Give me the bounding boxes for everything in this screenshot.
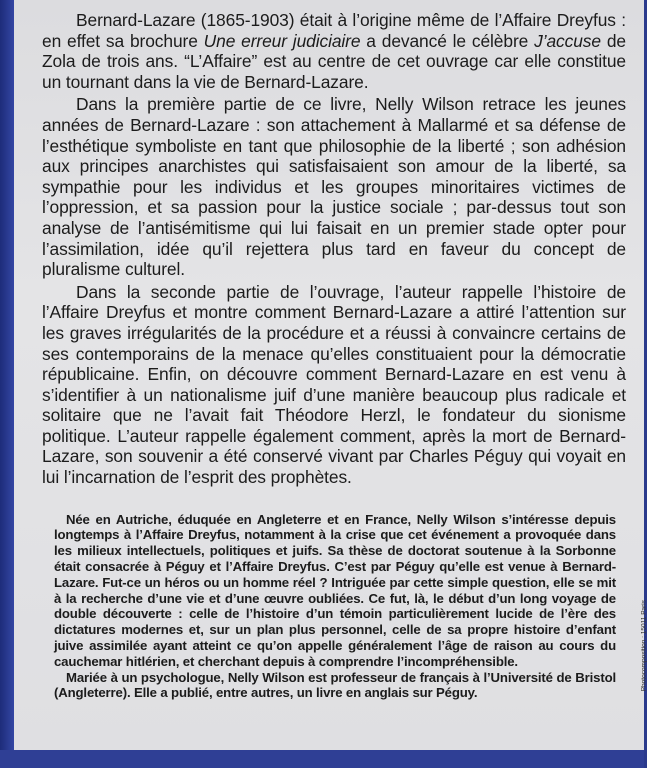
summary-paragraph-3: Dans la seconde partie de l’ouvrage, l’auteur rappelle l’histoire de l’Affaire Dreyfus et montre comment Bernard-Lazare a attiré l’attention sur les graves irrégularités de la procédure et a réussi à convaincre certains de ses contemporains de la menace qu’elles constituaient pour la démocratie républicaine. Enfin, on découvre comment Bernard-Lazare en est venu à s’identifier à un nationalisme juif d’une manière beaucoup plus radicale et solitaire que ne l’avait fait Théodore Herzl, le fondateur du sionisme politique. L’auteur rappelle également comment, après la mort de Bernard-Lazare, son souvenir a été conservé vivant par Charles Péguy qui voyait en lui l’incarnation de l’esprit des prophètes. bbox=[42, 281, 626, 488]
book-title: Une erreur judiciaire bbox=[203, 30, 361, 51]
blue-cover-edge-left bbox=[0, 0, 14, 768]
author-biography bbox=[42, 512, 626, 702]
summary-paragraph-1 bbox=[42, 10, 626, 92]
text-segment: Bernard-Lazare (1865-1903) était à l’origine même de l’Affaire Dreyfus : en effet sa brochure bbox=[42, 10, 626, 51]
biography-paragraph-1: Née en Autriche, éduquée en Angleterre et en France, Nelly Wilson s’intéresse depuis longtemps à l’Affaire Dreyfus, notamment à la crise que cet événement a provoquée dans les milieux intellectuels, politiques et juifs. Sa thèse de doctorat soutenue à la Sorbonne était consacrée à Péguy et l’Affaire Dreyfus. C’est par Péguy qu’elle est venue à Bernard-Lazare. Fut-ce un héros ou un homme réel ? Intriguée par cette simple question, elle se mit à la recherche d’une vie et d’une œuvre oubliées. Ce fut, là, le début d’un long voyage de double découverte : celle de l’histoire d’un témoin particulièrement lucide de l’ère des dictatures modernes et, sur un plan plus personnel, celle de sa propre histoire d’enfant juive assimilée ayant atteint ce qu’on appelle généralement l’âge de raison au cours du cauchemar hitlérien, et cherchant depuis à comprendre l’incompréhensible. bbox=[54, 511, 616, 669]
printer-credit: Photocomposition : 15011 Paris bbox=[640, 600, 647, 692]
text-segment: de Zola de trois ans. “L’Affaire” est au centre de cet ouvrage car elle constitue un tournant dans la vie de Bernard-Lazare. bbox=[42, 30, 626, 92]
summary-text bbox=[42, 10, 626, 488]
back-cover-page bbox=[14, 0, 647, 750]
book-title: J’accuse bbox=[534, 30, 601, 51]
blue-cover-edge-bottom bbox=[0, 750, 644, 768]
summary-paragraph-2: Dans la première partie de ce livre, Nelly Wilson retrace les jeunes années de Bernard-Lazare : son attachement à Mallarmé et sa défense de l’esthétique symboliste en tant que philosophie de la liberté ; son adhésion aux principes anarchistes qui satisfaisaient son amour de la liberté, sa sympathie pour les individus et les groupes minoritaires victimes de l’oppression, et sa passion pour la justice sociale ; par-dessus tout son analyse de l’antisémitisme qui lui faisait en un premier stade opter pour l’assimilation, idée qu’il rejettera plus tard en faveur du concept de pluralisme culturel. bbox=[42, 94, 626, 280]
text-segment: a devancé le célèbre bbox=[360, 30, 535, 51]
biography-paragraph-2: Mariée à un psychologue, Nelly Wilson est professeur de français à l’Université de Bristol (Angleterre). Elle a publié, entre autres, un livre en anglais sur Péguy. bbox=[54, 669, 616, 701]
